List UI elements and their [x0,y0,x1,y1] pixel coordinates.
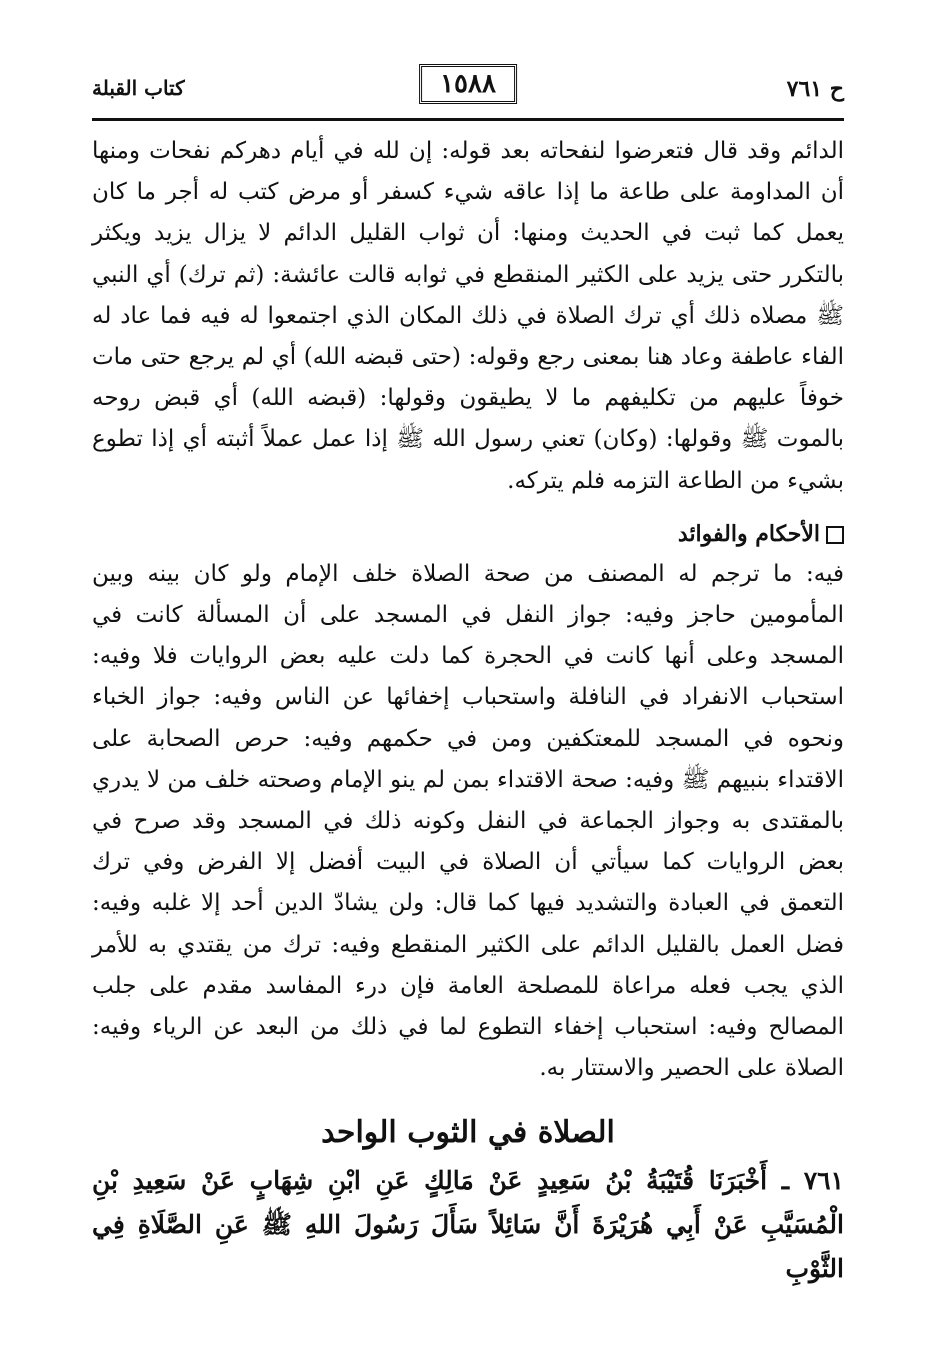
rulings-paragraph: فيه: ما ترجم له المصنف من صحة الصلاة خلف الإمام ولو كان بينه وبين المأمومين حاجز وفيه: جواز النفل في المسجد على أن المسألة كانت في المسجد وعلى أنها كانت في الحجرة كما دلت عليه بعض الروايات فلا وفيه: استحباب الانفراد في النافلة واستحباب إخفائها عن الناس وفيه: جواز الخباء ونحوه في المسجد للمعتكفين ومن في حكمهم وفيه: حرص الصحابة على الاقتداء بنبيهم ﷺ وفيه: صحة الاقتداء بمن لم ينو الإمام وصحته خلف من لا يدري بالمقتدى به وجواز الجماعة في النفل وكونه ذلك في المسجد وقد صرح في بعض الروايات كما سيأتي أن الصلاة في البيت أفضل إلا الفرض وفي ترك التعمق في العبادة والتشديد فيها كما قال: ولن يشادّ الدين أحد إلا غلبه وفيه: فضل العمل بالقليل الدائم على الكثير المنقطع وفيه: ترك من يقتدي به للأمر الذي يجب فعله مراعاة للمصلحة العامة فإن درء المفاسد مقدم على جلب المصالح وفيه: استحباب إخفاء التطوع لما في ذلك من البعد عن الرياء وفيه: الصلاة على الحصير والاستتار به. [92,560,844,1082]
book-title: كتاب القبلة [92,76,185,100]
rulings-heading-text: الأحكام والفوائد [677,520,820,547]
chapter-title: الصلاة في الثوب الواحد [321,1115,615,1151]
commentary-section [92,131,844,502]
book-page [92,58,844,1318]
rulings-heading [92,516,844,552]
rulings-section [92,554,844,1090]
hadith-text: ٧٦١ ـ أَخْبَرَنَا قُتَيْبَةُ بْنُ سَعِيدٍ عَنْ مَالِكٍ عَنِ ابْنِ شِهَابٍ عَنْ سَعِيدِ بْنِ الْمُسَيَّبِ عَنْ أَبِي هُرَيْرَةَ أَنَّ سَائِلاً سَأَلَ رَسُولَ اللهِ ﷺ عَنِ الصَّلَاةِ فِي الثَّوْبِ [92,1166,844,1284]
hadith-reference: ح ٧٦١ [786,76,844,102]
page-header [92,58,844,121]
checkbox-bullet-icon [826,526,844,544]
page-number: ١٥٨٨ [419,64,517,104]
commentary-paragraph: الدائم وقد قال فتعرضوا لنفحاته بعد قوله: إن لله في أيام دهركم نفحات ومنها أن المداومة على طاعة ما إذا عاقه شيء كسفر أو مرض كتب له أجر ما كان يعمل كما ثبت في الحديث ومنها: أن ثواب القليل الدائم لا يزال يزيد ويكثر بالتكرر حتى يزيد على الكثير المنقطع في ثوابه قالت عائشة: (ثم ترك) أي النبي ﷺ مصلاه ذلك أي ترك الصلاة في ذلك المكان الذي اجتمعوا له فيه فما عاد له الفاء عاطفة وعاد هنا بمعنى رجع وقوله: (حتى قبضه الله) أي لم يرجع حتى مات خوفاً عليهم من تكليفهم ما لا يطيقون وقولها: (قبضه الله) أي قبض روحه بالموت ﷺ وقولها: (وكان) تعني رسول الله ﷺ إذا عمل عملاً أثبته أي إذا تطوع بشيء من الطاعة التزمه فلم يتركه. [92,138,845,494]
